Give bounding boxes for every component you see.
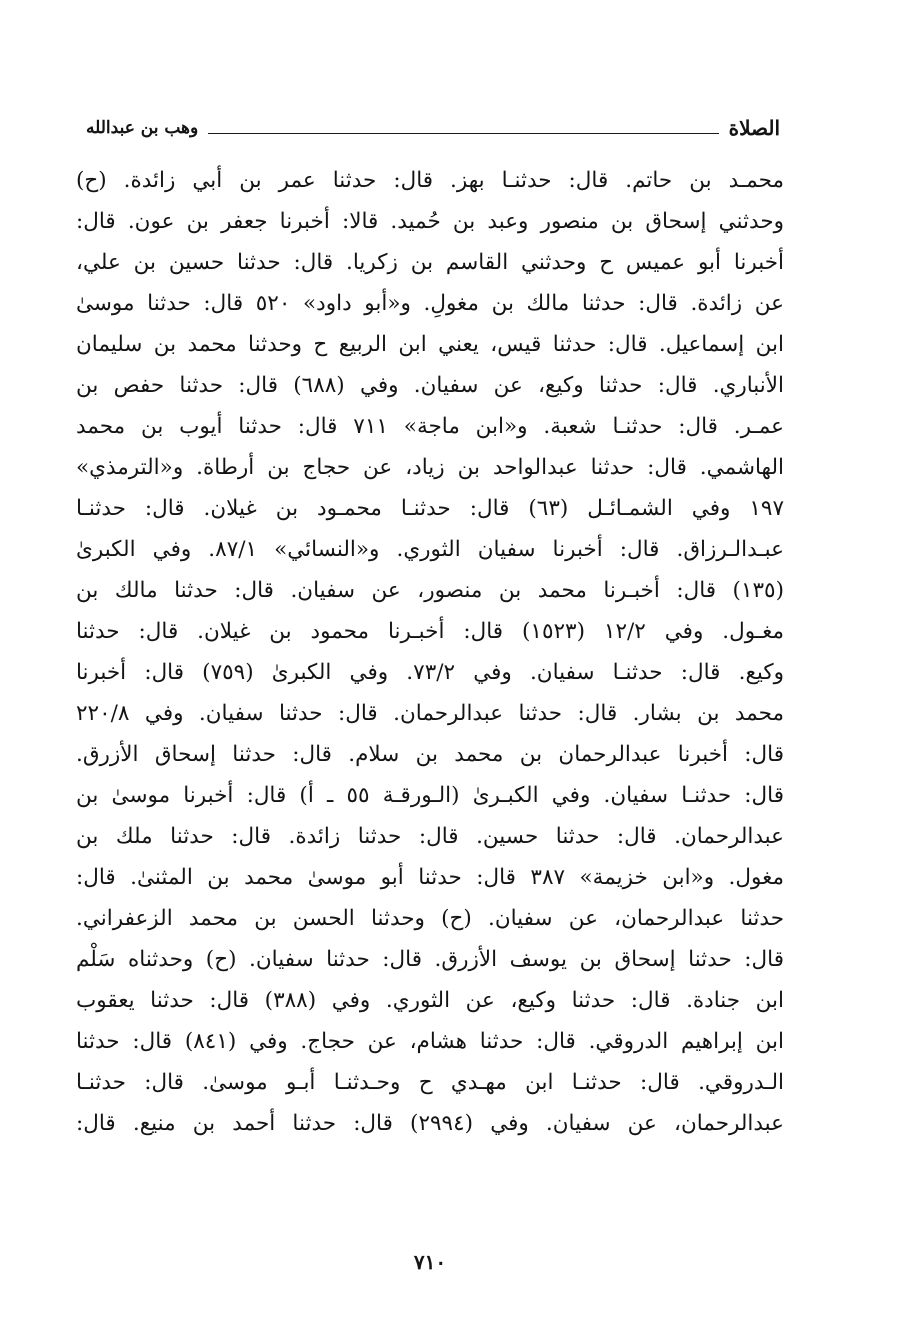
header-narrator-name: وهب بن عبدالله [86,118,199,138]
text-line: أخبرنا أبو عميس ح وحدثني القاسم بن زكريا. قال: حدثنا حسين بن علي، [76,250,784,275]
text-line: عمـر. قال: حدثنـا شعبة. و«ابن ماجة» ٧١١ قال: حدثنا أيوب بن محمد [76,414,784,439]
text-line: وكيع. قال: حدثنـا سفيان. وفي ٧٣/٢. وفي الكبرىٰ (٧٥٩) قال: أخبرنا [76,660,784,685]
text-line: عبدالرحمان، عن سفيان. وفي (٢٩٩٤) قال: حدثنا أحمد بن منيع. قال: [76,1111,784,1136]
running-header [86,104,780,142]
text-line: مغول. و«ابن خزيمة» ٣٨٧ قال: حدثنا أبو موسىٰ محمد بن المثنىٰ. قال: [76,865,784,890]
text-line: ابن إسماعيل. قال: حدثنا قيس، يعني ابن الربيع ح وحدثنا محمد بن سليمان [76,332,784,357]
text-line: قال: أخبرنا عبدالرحمان بن محمد بن سلام. قال: حدثنا إسحاق الأزرق. [76,742,784,767]
text-line: محمـد بن حاتم. قال: حدثنـا بهز. قال: حدثنا عمر بن أبي زائدة. (ح) [76,168,784,193]
header-chapter-title: الصلاة [728,116,780,140]
text-line: قال: حدثنـا سفيان. وفي الكبـرىٰ (الـورقـة ٥٥ ـ أ) قال: أخبرنا موسىٰ بن [76,783,784,808]
text-line: عبـدالـرزاق. قال: أخبرنا سفيان الثوري. و«النسائي» ٨٧/١. وفي الكبرىٰ [76,537,784,562]
text-line: ابن إبراهيم الدروقي. قال: حدثنا هشام، عن حجاج. وفي (٨٤١) قال: حدثنا [76,1029,784,1054]
text-line: عن زائدة. قال: حدثنا مالك بن مغولِ. و«أبو داود» ٥٢٠ قال: حدثنا موسىٰ [76,291,784,316]
text-line: محمد بن بشار. قال: حدثنا عبدالرحمان. قال: حدثنا سفيان. وفي ٢٢٠/٨ [76,701,784,726]
text-line: الهاشمي. قال: حدثنا عبدالواحد بن زياد، عن حجاج بن أرطاة. و«الترمذي» [76,455,784,480]
text-line: (١٣٥) قال: أخبـرنا محمد بن منصور، عن سفيان. قال: حدثنا مالك بن [76,578,784,603]
text-line: وحدثني إسحاق بن منصور وعبد بن حُميد. قالا: أخبرنا جعفر بن عون. قال: [76,209,784,234]
body-text [76,160,784,1144]
text-line: الأنباري. قال: حدثنا وكيع، عن سفيان. وفي (٦٨٨) قال: حدثنا حفص بن [76,373,784,398]
text-line: مغـول. وفي ١٢/٢ (١٥٢٣) قال: أخبـرنا محمود بن غيلان. قال: حدثنا [76,619,784,644]
text-line: عبدالرحمان. قال: حدثنا حسين. قال: حدثنا زائدة. قال: حدثنا ملك بن [76,824,784,849]
text-line: ١٩٧ وفي الشمـائـل (٦٣) قال: حدثنـا محمـود بن غيلان. قال: حدثنـا [76,496,784,521]
text-line: الـدروقي. قال: حدثنـا ابن مهـدي ح وحـدثنـا أبـو موسىٰ. قال: حدثنـا [76,1070,784,1095]
text-line: قال: حدثنا إسحاق بن يوسف الأزرق. قال: حدثنا سفيان. (ح) وحدثناه سَلْم [76,947,784,972]
header-rule [208,133,718,134]
text-line: حدثنا عبدالرحمان، عن سفيان. (ح) وحدثنا الحسن بن محمد الزعفراني. [76,906,784,931]
page-number: ٧١٠ [413,1250,447,1274]
text-line: ابن جنادة. قال: حدثنا وكيع، عن الثوري. وفي (٣٨٨) قال: حدثنا يعقوب [76,988,784,1013]
